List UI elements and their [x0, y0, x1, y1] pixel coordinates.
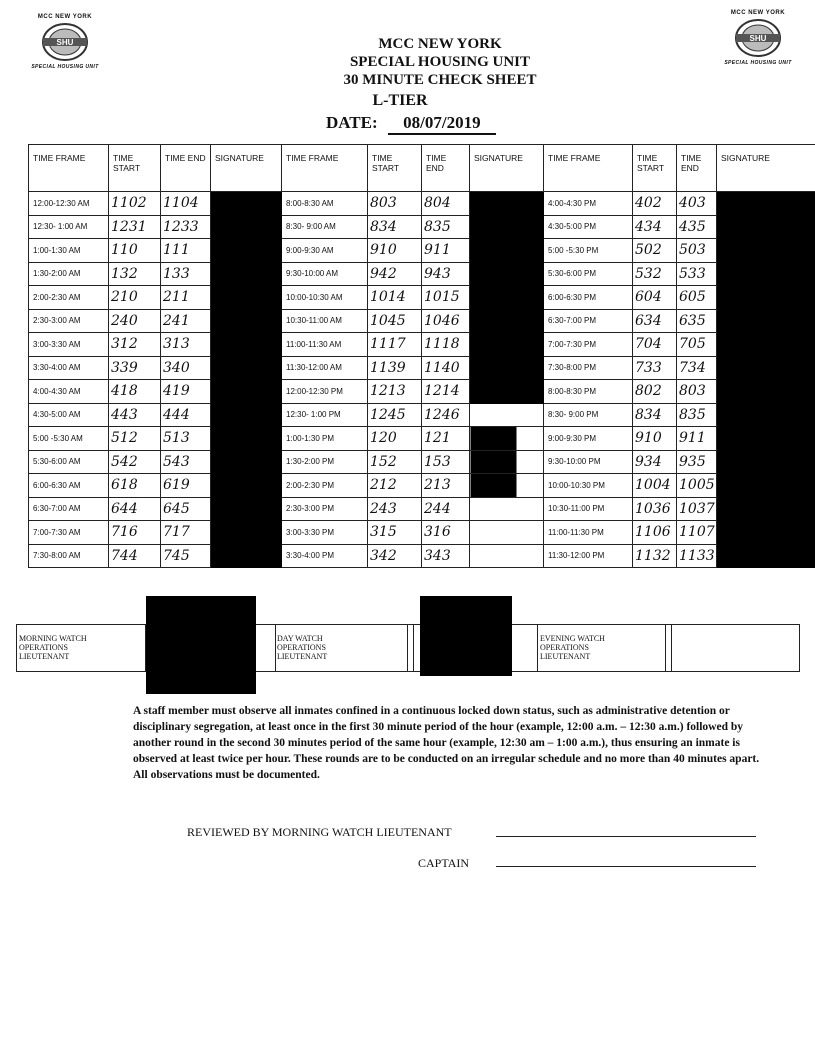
logo-bottom-text: SPECIAL HOUSING UNIT — [724, 60, 792, 66]
morning-time-start-cell: 132 — [109, 262, 161, 286]
morning-signature-cell — [211, 497, 282, 521]
evening-signature-cell — [717, 450, 815, 474]
day-time-frame-cell: 1:30-2:00 PM — [282, 450, 368, 474]
day-time-start-cell: 212 — [368, 474, 422, 498]
evening-time-frame-cell: 5:00 -5:30 PM — [544, 239, 633, 263]
day-time-frame-cell: 9:00-9:30 AM — [282, 239, 368, 263]
evening-time-end-cell: 1005 — [677, 474, 717, 498]
morning-signature-cell — [211, 450, 282, 474]
evening-time-start-cell: 1036 — [633, 497, 677, 521]
morning-time-end-cell: 619 — [161, 474, 211, 498]
evening-time-frame-cell: 11:00-11:30 PM — [544, 521, 633, 545]
day-signature-cell — [470, 309, 544, 333]
evening-time-frame-cell: 7:30-8:00 PM — [544, 356, 633, 380]
evening-time-start-cell: 1004 — [633, 474, 677, 498]
table-row — [29, 403, 815, 427]
morning-time-start-cell: 110 — [109, 239, 161, 263]
svg-text:SHU: SHU — [749, 34, 767, 43]
morning-time-start-cell: 618 — [109, 474, 161, 498]
evening-time-frame-cell: 9:30-10:00 PM — [544, 450, 633, 474]
morning-signature-cell — [211, 544, 282, 568]
day-time-frame-cell: 9:30-10:00 AM — [282, 262, 368, 286]
day-time-end-cell: 343 — [422, 544, 470, 568]
day-time-frame-cell: 11:00-11:30 AM — [282, 333, 368, 357]
evening-signature-cell — [717, 474, 815, 498]
col-time-end: TIME END — [161, 145, 211, 192]
evening-signature-cell — [717, 521, 815, 545]
day-time-start-cell: 152 — [368, 450, 422, 474]
morning-signature-cell — [211, 333, 282, 357]
morning-time-end-cell: 111 — [161, 239, 211, 263]
day-time-end-cell: 1140 — [422, 356, 470, 380]
evening-time-frame-cell: 6:00-6:30 PM — [544, 286, 633, 310]
logo-bottom-text: SPECIAL HOUSING UNIT — [31, 64, 99, 70]
morning-time-frame-cell: 6:00-6:30 AM — [29, 474, 109, 498]
day-time-end-cell: 804 — [422, 192, 470, 216]
day-time-start-cell: 1245 — [368, 403, 422, 427]
shu-emblem-icon — [734, 18, 782, 58]
morning-signature-cell — [211, 521, 282, 545]
check-sheet-table — [28, 144, 815, 568]
date-value: 08/07/2019 — [388, 113, 496, 135]
day-time-end-cell: 153 — [422, 450, 470, 474]
day-time-frame-cell: 1:00-1:30 PM — [282, 427, 368, 451]
day-time-end-cell: 1246 — [422, 403, 470, 427]
evening-signature-cell — [717, 262, 815, 286]
evening-time-frame-cell: 10:30-11:00 PM — [544, 497, 633, 521]
date-label: DATE: — [326, 113, 378, 132]
logo-top-text: MCC NEW YORK — [37, 14, 93, 20]
captain-label: CAPTAIN — [418, 856, 470, 870]
evening-time-start-cell: 733 — [633, 356, 677, 380]
col-signature: SIGNATURE — [211, 145, 282, 192]
morning-time-start-cell: 644 — [109, 497, 161, 521]
evening-signature-cell — [717, 544, 815, 568]
morning-time-frame-cell: 5:00 -5:30 AM — [29, 427, 109, 451]
redaction-block — [146, 596, 256, 694]
table-row — [29, 262, 815, 286]
morning-time-frame-cell: 2:30-3:00 AM — [29, 309, 109, 333]
morning-time-frame-cell: 4:30-5:00 AM — [29, 403, 109, 427]
evening-signature-cell — [717, 380, 815, 404]
morning-signature-cell — [211, 215, 282, 239]
evening-time-start-cell: 1106 — [633, 521, 677, 545]
evening-time-end-cell: 403 — [677, 192, 717, 216]
evening-signature-cell — [717, 215, 815, 239]
evening-signature-cell — [717, 403, 815, 427]
morning-time-start-cell: 418 — [109, 380, 161, 404]
evening-time-end-cell: 911 — [677, 427, 717, 451]
col-signature: SIGNATURE — [470, 145, 544, 192]
evening-time-end-cell: 835 — [677, 403, 717, 427]
morning-time-frame-cell: 12:30- 1:00 AM — [29, 215, 109, 239]
day-time-start-cell: 342 — [368, 544, 422, 568]
morning-time-end-cell: 543 — [161, 450, 211, 474]
morning-time-end-cell: 1104 — [161, 192, 211, 216]
day-time-frame-cell: 8:30- 9:00 AM — [282, 215, 368, 239]
day-time-end-cell: 213 — [422, 474, 470, 498]
evening-time-frame-cell: 11:30-12:00 PM — [544, 544, 633, 568]
day-time-end-cell: 121 — [422, 427, 470, 451]
day-time-frame-cell: 8:00-8:30 AM — [282, 192, 368, 216]
day-signature-cell — [470, 262, 544, 286]
day-time-start-cell: 942 — [368, 262, 422, 286]
table-header-row — [29, 145, 815, 192]
day-time-start-cell: 243 — [368, 497, 422, 521]
evening-time-end-cell: 734 — [677, 356, 717, 380]
title-line-1: MCC NEW YORK — [378, 36, 502, 52]
day-time-start-cell: 1139 — [368, 356, 422, 380]
evening-signature-cell — [717, 497, 815, 521]
shu-logo-right — [718, 10, 798, 66]
day-time-frame-cell: 3:00-3:30 PM — [282, 521, 368, 545]
title-tier: L-TIER — [372, 92, 428, 109]
col-time-end: TIME END — [422, 145, 470, 192]
morning-signature-cell — [211, 262, 282, 286]
captain-signature-line — [496, 866, 756, 867]
morning-time-frame-cell: 3:00-3:30 AM — [29, 333, 109, 357]
evening-time-end-cell: 605 — [677, 286, 717, 310]
day-signature-cell — [470, 521, 544, 545]
day-signature-cell — [470, 333, 544, 357]
day-time-start-cell: 1213 — [368, 380, 422, 404]
morning-time-end-cell: 717 — [161, 521, 211, 545]
evening-signature-cell — [717, 286, 815, 310]
morning-time-frame-cell: 1:00-1:30 AM — [29, 239, 109, 263]
evening-time-start-cell: 934 — [633, 450, 677, 474]
day-signature-cell — [470, 474, 544, 498]
evening-time-start-cell: 910 — [633, 427, 677, 451]
morning-signature-cell — [211, 427, 282, 451]
morning-time-start-cell: 744 — [109, 544, 161, 568]
table-row — [29, 286, 815, 310]
morning-watch-label: MORNING WATCH OPERATIONS LIEUTENANT — [19, 634, 87, 661]
evening-signature-cell — [717, 356, 815, 380]
table-row — [29, 427, 815, 451]
day-time-frame-cell: 12:00-12:30 PM — [282, 380, 368, 404]
evening-time-start-cell: 634 — [633, 309, 677, 333]
day-time-start-cell: 120 — [368, 427, 422, 451]
watch-lieutenant-row — [16, 624, 800, 672]
evening-time-end-cell: 1037 — [677, 497, 717, 521]
day-time-end-cell: 1015 — [422, 286, 470, 310]
day-time-end-cell: 911 — [422, 239, 470, 263]
morning-time-start-cell: 512 — [109, 427, 161, 451]
evening-time-start-cell: 802 — [633, 380, 677, 404]
morning-time-end-cell: 133 — [161, 262, 211, 286]
day-signature-cell — [470, 192, 544, 216]
table-row — [29, 309, 815, 333]
col-time-frame: TIME FRAME — [282, 145, 368, 192]
day-time-start-cell: 803 — [368, 192, 422, 216]
evening-signature-cell — [717, 192, 815, 216]
redaction-block — [420, 596, 512, 676]
day-time-end-cell: 1118 — [422, 333, 470, 357]
morning-time-frame-cell: 2:00-2:30 AM — [29, 286, 109, 310]
morning-signature-cell — [211, 474, 282, 498]
evening-time-end-cell: 503 — [677, 239, 717, 263]
table-row — [29, 192, 815, 216]
title-line-2: SPECIAL HOUSING UNIT — [349, 54, 531, 70]
day-time-start-cell: 1014 — [368, 286, 422, 310]
day-time-frame-cell: 2:00-2:30 PM — [282, 474, 368, 498]
day-time-start-cell: 315 — [368, 521, 422, 545]
morning-time-end-cell: 419 — [161, 380, 211, 404]
table-row — [29, 521, 815, 545]
table-row — [29, 239, 815, 263]
day-time-frame-cell: 12:30- 1:00 PM — [282, 403, 368, 427]
morning-time-end-cell: 211 — [161, 286, 211, 310]
policy-notice: A staff member must observe all inmates confined in a continuous locked down status, such as administrative detention or disciplinary segregation, at least once in the first 30 minute period of the hour (example, 12:00 a.m. – 12:30 a.m.) followed by another round in the second 30 minutes period of the same hour (example, 12:30 am – 1:00 a.m.), thus ensuring an inmate is observed at least twice per hour. These rounds are to be conducted on an irregular schedule and no more than 40 minutes apart. All observations must be documented. — [133, 705, 760, 781]
evening-time-end-cell: 1107 — [677, 521, 717, 545]
morning-time-frame-cell: 3:30-4:00 AM — [29, 356, 109, 380]
evening-time-end-cell: 635 — [677, 309, 717, 333]
evening-time-start-cell: 402 — [633, 192, 677, 216]
day-signature-cell — [470, 450, 544, 474]
col-time-frame: TIME FRAME — [544, 145, 633, 192]
table-row — [29, 450, 815, 474]
evening-time-start-cell: 434 — [633, 215, 677, 239]
morning-time-frame-cell: 1:30-2:00 AM — [29, 262, 109, 286]
day-time-frame-cell: 3:30-4:00 PM — [282, 544, 368, 568]
day-time-start-cell: 910 — [368, 239, 422, 263]
table-row — [29, 544, 815, 568]
evening-signature-cell — [717, 239, 815, 263]
morning-time-end-cell: 444 — [161, 403, 211, 427]
day-signature-cell — [470, 356, 544, 380]
morning-time-start-cell: 240 — [109, 309, 161, 333]
svg-text:SHU: SHU — [56, 38, 74, 47]
evening-time-end-cell: 1133 — [677, 544, 717, 568]
morning-time-start-cell: 312 — [109, 333, 161, 357]
day-signature-cell — [470, 380, 544, 404]
morning-signature-cell — [211, 239, 282, 263]
morning-signature-cell — [211, 403, 282, 427]
morning-signature-cell — [211, 380, 282, 404]
morning-time-start-cell: 339 — [109, 356, 161, 380]
day-time-end-cell: 244 — [422, 497, 470, 521]
morning-time-end-cell: 1233 — [161, 215, 211, 239]
evening-time-end-cell: 533 — [677, 262, 717, 286]
evening-time-end-cell: 935 — [677, 450, 717, 474]
evening-time-frame-cell: 4:00-4:30 PM — [544, 192, 633, 216]
reviewed-label: REVIEWED BY MORNING WATCH LIEUTENANT — [187, 825, 452, 839]
table-row — [29, 333, 815, 357]
morning-time-start-cell: 716 — [109, 521, 161, 545]
evening-time-frame-cell: 10:00-10:30 PM — [544, 474, 633, 498]
morning-time-end-cell: 745 — [161, 544, 211, 568]
morning-time-end-cell: 340 — [161, 356, 211, 380]
morning-time-end-cell: 513 — [161, 427, 211, 451]
evening-time-start-cell: 834 — [633, 403, 677, 427]
morning-signature-cell — [211, 309, 282, 333]
title-line-3: 30 MINUTE CHECK SHEET — [343, 72, 537, 88]
morning-time-frame-cell: 6:30-7:00 AM — [29, 497, 109, 521]
morning-signature-cell — [211, 192, 282, 216]
day-signature-cell — [470, 427, 544, 451]
col-time-start: TIME START — [633, 145, 677, 192]
morning-signature-cell — [211, 286, 282, 310]
evening-time-start-cell: 1132 — [633, 544, 677, 568]
morning-time-start-cell: 1231 — [109, 215, 161, 239]
table-row — [29, 380, 815, 404]
day-time-frame-cell: 10:00-10:30 AM — [282, 286, 368, 310]
day-time-end-cell: 316 — [422, 521, 470, 545]
evening-time-frame-cell: 5:30-6:00 PM — [544, 262, 633, 286]
evening-time-end-cell: 435 — [677, 215, 717, 239]
day-signature-cell — [470, 215, 544, 239]
evening-time-start-cell: 532 — [633, 262, 677, 286]
day-signature-cell — [470, 403, 544, 427]
evening-time-start-cell: 704 — [633, 333, 677, 357]
day-time-frame-cell: 10:30-11:00 AM — [282, 309, 368, 333]
morning-time-frame-cell: 12:00-12:30 AM — [29, 192, 109, 216]
evening-watch-label: EVENING WATCH OPERATIONS LIEUTENANT — [540, 634, 605, 661]
reviewed-signature-line — [496, 836, 756, 837]
table-row — [29, 497, 815, 521]
morning-time-frame-cell: 7:30-8:00 AM — [29, 544, 109, 568]
evening-time-end-cell: 705 — [677, 333, 717, 357]
evening-signature-cell — [717, 427, 815, 451]
morning-time-end-cell: 645 — [161, 497, 211, 521]
evening-time-frame-cell: 8:00-8:30 PM — [544, 380, 633, 404]
day-time-end-cell: 835 — [422, 215, 470, 239]
evening-time-end-cell: 803 — [677, 380, 717, 404]
morning-time-end-cell: 241 — [161, 309, 211, 333]
evening-time-start-cell: 604 — [633, 286, 677, 310]
table-row — [29, 215, 815, 239]
day-time-start-cell: 1045 — [368, 309, 422, 333]
morning-signature-cell — [211, 356, 282, 380]
morning-time-start-cell: 210 — [109, 286, 161, 310]
morning-time-frame-cell: 7:00-7:30 AM — [29, 521, 109, 545]
col-time-frame: TIME FRAME — [29, 145, 109, 192]
evening-time-frame-cell: 7:00-7:30 PM — [544, 333, 633, 357]
morning-time-start-cell: 443 — [109, 403, 161, 427]
morning-time-start-cell: 1102 — [109, 192, 161, 216]
evening-time-frame-cell: 8:30- 9:00 PM — [544, 403, 633, 427]
day-signature-cell — [470, 497, 544, 521]
evening-time-frame-cell: 9:00-9:30 PM — [544, 427, 633, 451]
col-time-start: TIME START — [368, 145, 422, 192]
shu-logo-left — [25, 14, 105, 70]
table-row — [29, 356, 815, 380]
day-signature-cell — [470, 239, 544, 263]
day-time-start-cell: 1117 — [368, 333, 422, 357]
date-line — [326, 113, 496, 135]
day-time-frame-cell: 2:30-3:00 PM — [282, 497, 368, 521]
col-time-end: TIME END — [677, 145, 717, 192]
day-time-start-cell: 834 — [368, 215, 422, 239]
evening-signature-cell — [717, 309, 815, 333]
evening-time-start-cell: 502 — [633, 239, 677, 263]
day-time-frame-cell: 11:30-12:00 AM — [282, 356, 368, 380]
shu-emblem-icon — [41, 22, 89, 62]
day-time-end-cell: 1214 — [422, 380, 470, 404]
evening-signature-cell — [717, 333, 815, 357]
day-watch-label: DAY WATCH OPERATIONS LIEUTENANT — [277, 634, 328, 661]
day-time-end-cell: 943 — [422, 262, 470, 286]
day-signature-cell — [470, 544, 544, 568]
day-signature-cell — [470, 286, 544, 310]
table-row — [29, 474, 815, 498]
morning-time-frame-cell: 5:30-6:00 AM — [29, 450, 109, 474]
evening-time-frame-cell: 4:30-5:00 PM — [544, 215, 633, 239]
col-signature: SIGNATURE — [717, 145, 815, 192]
morning-time-end-cell: 313 — [161, 333, 211, 357]
col-time-start: TIME START — [109, 145, 161, 192]
evening-time-frame-cell: 6:30-7:00 PM — [544, 309, 633, 333]
morning-time-start-cell: 542 — [109, 450, 161, 474]
logo-top-text: MCC NEW YORK — [730, 10, 786, 16]
morning-time-frame-cell: 4:00-4:30 AM — [29, 380, 109, 404]
day-time-end-cell: 1046 — [422, 309, 470, 333]
